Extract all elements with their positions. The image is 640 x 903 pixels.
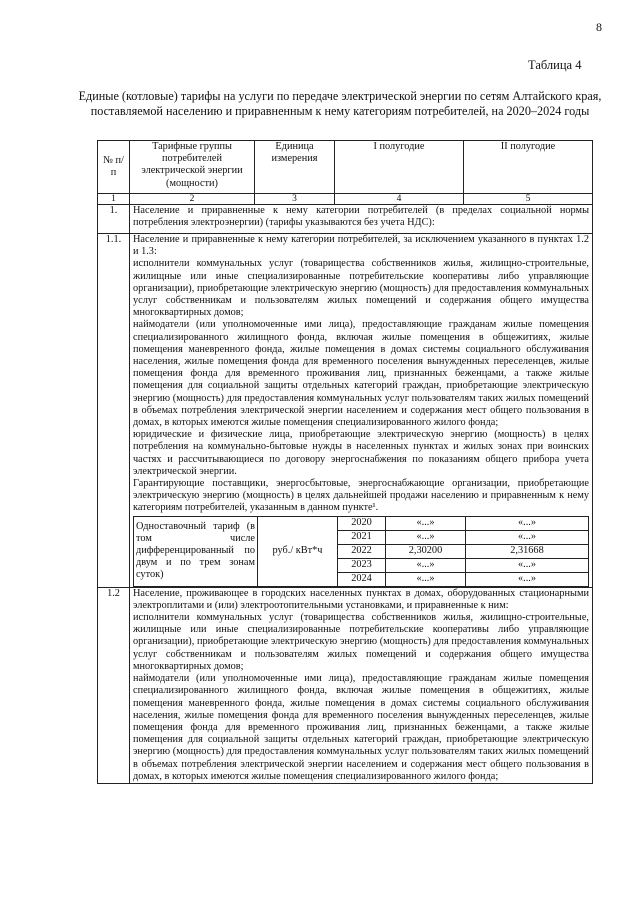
year: 2020 — [338, 516, 386, 530]
value-h1: «...» — [386, 558, 466, 572]
paragraph: Население, проживающее в городских населенных пунктах в домах, оборудованных стационарными электроплитами и (или) электроотопительными установками, и приравненные к ним: — [133, 587, 589, 611]
row-number: 1.1. — [98, 234, 130, 588]
value-h1: «...» — [386, 516, 466, 530]
year: 2024 — [338, 572, 386, 586]
col-number: 1 — [98, 194, 130, 205]
row-1-2 — [98, 587, 593, 783]
tariff-values-table — [133, 516, 589, 587]
col-number: 4 — [335, 194, 464, 205]
header-row — [98, 141, 593, 194]
value-h2: «...» — [466, 572, 589, 586]
section-number: 1. — [98, 205, 130, 234]
col-number: 2 — [130, 194, 255, 205]
value-h1: «...» — [386, 572, 466, 586]
value-h2: «...» — [466, 530, 589, 544]
year: 2023 — [338, 558, 386, 572]
paragraph: Население и приравненные к нему категории потребителей, за исключением указанного в пунктах 1.2 и 1.3: — [133, 234, 589, 258]
table-label: Таблица 4 — [528, 58, 582, 72]
table-title: Единые (котловые) тарифы на услуги по передаче электрической энергии по сетям Алтайского края, поставляемой населению и приравненным к нему категориям потребителей, на 2020–2024 годы — [78, 89, 602, 118]
value-h2: 2,31668 — [466, 544, 589, 558]
paragraph: наймодатели (или уполномоченные ими лица), предоставляющие гражданам жилые помещения специализированного жилищного фонда, включая жилые помещения в общежитиях, жилые помещения маневренного фонда, жилые помещения в домах системы социального обслуживания населения, жилые помещения фонда для временного поселения вынужденных переселенцев, жилые помещения фонда для временного проживания лиц, признанных беженцами, а также жилые помещения для социальной защиты отдельных категорий граждан, приобретающие электрическую энергию (мощность) для предоставления коммунальных услуг пользователям таких жилых помещений в объемах потребления электрической энергии населением и содержания мест общего пользования в домах, в которых имеются жилые помещения специализированного жилого фонда; — [133, 673, 589, 782]
col-number: 5 — [464, 194, 593, 205]
section-row-1 — [98, 205, 593, 234]
header-no: № п/п — [98, 141, 130, 194]
header-h2: II полугодие — [464, 141, 593, 194]
year: 2022 — [338, 544, 386, 558]
year-row — [134, 516, 589, 530]
paragraph: исполнители коммунальных услуг (товарищества собственников жилья, жилищно-строительные, жилищные или иные специализированные потребительские кооперативы либо управляющие организации), приобретающие электрическую энергию (мощность) для предоставления коммунальных услуг собственникам и пользователям жилых помещений и содержания общего имущества многоквартирных домов; — [133, 258, 589, 319]
year: 2021 — [338, 530, 386, 544]
tariff-label: Одноставочный тариф (в том числе дифференцированный по двум и по трем зонам суток) — [134, 516, 258, 586]
value-h1: 2,30200 — [386, 544, 466, 558]
row-1-1-content — [130, 234, 593, 588]
value-h2: «...» — [466, 558, 589, 572]
tariff-unit: руб./ кВт*ч — [258, 516, 338, 586]
header-unit: Единица измерения — [255, 141, 335, 194]
value-h2: «...» — [466, 516, 589, 530]
row-number: 1.2 — [98, 587, 130, 783]
header-h1: I полугодие — [335, 141, 464, 194]
header-groups: Тарифные группы потребителей электрической энергии (мощности) — [130, 141, 255, 194]
col-number: 3 — [255, 194, 335, 205]
tariff-table — [97, 140, 593, 784]
paragraph: исполнители коммунальных услуг (товарищества собственников жилья, жилищно-строительные, жилищные или иные специализированные потребительские кооперативы либо управляющие организации), приобретающие электрическую энергию (мощность) для предоставления коммунальных услуг собственникам и пользователям жилых помещений и содержания общего имущества многоквартирных домов; — [133, 612, 589, 672]
paragraph: Гарантирующие поставщики, энергосбытовые, энергоснабжающие организации, приобретающие электрическую энергию (мощность) в целях дальнейшей продажи населению и приравненным к нему категориям потребителей, указанным в данном пункте¹. — [133, 478, 589, 514]
value-h1: «...» — [386, 530, 466, 544]
section-text: Население и приравненные к нему категории потребителей (в пределах социальной нормы потребления электроэнергии) (тарифы указываются без учета НДС): — [130, 205, 593, 234]
row-1-2-content — [130, 587, 593, 783]
column-numbers-row — [98, 194, 593, 205]
page-number: 8 — [596, 20, 602, 34]
paragraph: наймодатели (или уполномоченные ими лица), предоставляющие гражданам жилые помещения специализированного жилищного фонда, включая жилые помещения в общежитиях, жилые помещения маневренного фонда, жилые помещения в домах системы социального обслуживания населения, жилые помещения фонда для временного поселения вынужденных переселенцев, жилые помещения фонда для временного проживания лиц, признанных беженцами, а также жилые помещения для социальной защиты отдельных категорий граждан, приобретающие электрическую энергию (мощность) для предоставления коммунальных услуг пользователям таких жилых помещений в объемах потребления электрической энергии населением и содержания мест общего пользования в домах, в которых имеются жилые помещения специализированного жилого фонда; — [133, 319, 589, 429]
paragraph: юридические и физические лица, приобретающие электрическую энергию (мощность) в целях потребления на коммунально-бытовые нужды в населенных пунктах и жилых зонах при воинских частях и рассчитывающиеся по договору энергоснабжения по показаниям общего прибора учета электрической энергии. — [133, 429, 589, 477]
row-1-1 — [98, 234, 593, 588]
